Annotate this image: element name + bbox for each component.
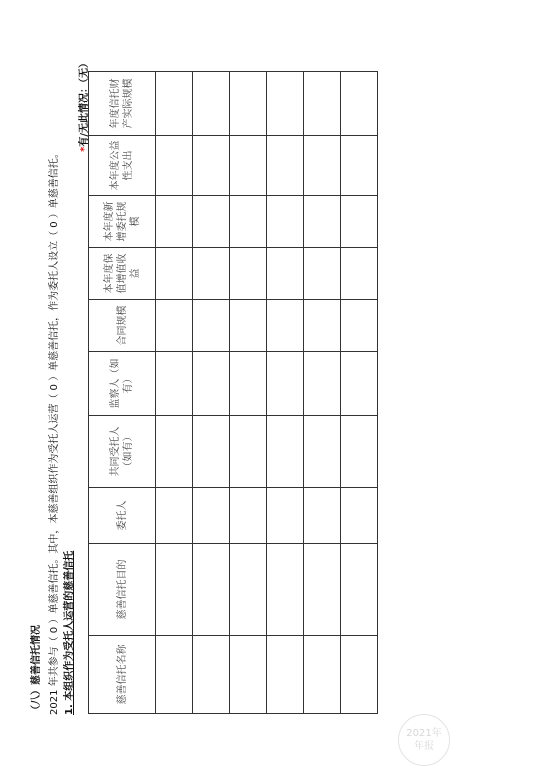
presence-flag-text: 有/无此情况：（无）: [79, 58, 90, 147]
table-cell[interactable]: [156, 488, 193, 544]
table-cell[interactable]: [341, 416, 378, 488]
table-cell[interactable]: [341, 248, 378, 300]
table-cell[interactable]: [156, 248, 193, 300]
table-cell[interactable]: [230, 300, 267, 352]
table-cell[interactable]: [193, 72, 230, 136]
table-cell[interactable]: [230, 72, 267, 136]
table-row: [230, 72, 267, 714]
col-public-expense: 本年度公益性支出: [89, 136, 156, 196]
table-cell[interactable]: [341, 544, 378, 636]
summary-text: 2021 年共参与（ 0 ）单慈善信托。其中，本慈善组织作为受托人运营（ 0 ）单慈善信托，作为委托人设立（ 0 ）单慈善信托。: [49, 148, 60, 715]
table-cell[interactable]: [193, 196, 230, 248]
table-cell[interactable]: [156, 136, 193, 196]
col-trust-purpose: 慈善信托目的: [89, 544, 156, 636]
table-cell[interactable]: [230, 248, 267, 300]
table-row: [341, 72, 378, 714]
watermark-label: 年报: [414, 741, 434, 752]
table-cell[interactable]: [304, 416, 341, 488]
table-cell[interactable]: [267, 72, 304, 136]
col-supervisor: 监察人（如有）: [89, 352, 156, 416]
required-star: *: [79, 146, 90, 152]
table-cell[interactable]: [230, 136, 267, 196]
table-cell[interactable]: [193, 300, 230, 352]
table-cell[interactable]: [304, 352, 341, 416]
section-title: （八）慈善信托情况: [31, 625, 42, 715]
table-cell[interactable]: [193, 136, 230, 196]
annual-report-watermark: [398, 714, 450, 766]
table-row: [267, 72, 304, 714]
table-cell[interactable]: [304, 300, 341, 352]
table-cell[interactable]: [341, 72, 378, 136]
table-cell[interactable]: [193, 352, 230, 416]
table-cell[interactable]: [267, 196, 304, 248]
table-cell[interactable]: [156, 636, 193, 714]
table-cell[interactable]: [304, 636, 341, 714]
table-cell[interactable]: [267, 300, 304, 352]
table-cell[interactable]: [193, 544, 230, 636]
table-cell[interactable]: [304, 488, 341, 544]
table-cell[interactable]: [304, 136, 341, 196]
col-new-entrusted: 本年度新增委托规模: [89, 196, 156, 248]
table-cell[interactable]: [156, 352, 193, 416]
table-cell[interactable]: [230, 416, 267, 488]
col-value-gain: 本年度保值增值收益: [89, 248, 156, 300]
table-cell[interactable]: [341, 136, 378, 196]
watermark-year: 2021年: [406, 728, 442, 739]
table-cell[interactable]: [230, 196, 267, 248]
table-cell[interactable]: [304, 544, 341, 636]
table-cell[interactable]: [156, 544, 193, 636]
col-settlor: 委托人: [89, 488, 156, 544]
col-co-trustee: 共同受托人（如有）: [89, 416, 156, 488]
table-cell[interactable]: [267, 248, 304, 300]
charity-trust-table: [88, 71, 378, 714]
table-cell[interactable]: [267, 416, 304, 488]
table-cell[interactable]: [341, 196, 378, 248]
table-cell[interactable]: [156, 72, 193, 136]
table-cell[interactable]: [304, 248, 341, 300]
table-cell[interactable]: [193, 488, 230, 544]
table-row: [304, 72, 341, 714]
table-cell[interactable]: [193, 636, 230, 714]
col-trust-name: 慈善信托名称: [89, 636, 156, 714]
table-cell[interactable]: [156, 300, 193, 352]
table-cell[interactable]: [341, 300, 378, 352]
table-cell[interactable]: [193, 416, 230, 488]
table-cell[interactable]: [304, 72, 341, 136]
table-cell[interactable]: [267, 544, 304, 636]
table-cell[interactable]: [230, 636, 267, 714]
table-row: [193, 72, 230, 714]
table-cell[interactable]: [304, 196, 341, 248]
table-cell[interactable]: [156, 196, 193, 248]
table-cell[interactable]: [267, 136, 304, 196]
table-cell[interactable]: [230, 488, 267, 544]
table-row: [156, 72, 193, 714]
table-cell[interactable]: [341, 488, 378, 544]
table-cell[interactable]: [267, 488, 304, 544]
table-cell[interactable]: [156, 416, 193, 488]
table-cell[interactable]: [341, 352, 378, 416]
table-cell[interactable]: [267, 352, 304, 416]
col-contract-size: 合同规模: [89, 300, 156, 352]
col-actual-size: 年度信托财产实际规模: [89, 72, 156, 136]
table-cell[interactable]: [230, 352, 267, 416]
subsection-title: 1. 本组织作为受托人运营的慈善信托: [64, 550, 75, 715]
table-cell[interactable]: [341, 636, 378, 714]
table-header-row: [89, 72, 156, 714]
table-cell[interactable]: [267, 636, 304, 714]
table-cell[interactable]: [230, 544, 267, 636]
table-cell[interactable]: [193, 248, 230, 300]
